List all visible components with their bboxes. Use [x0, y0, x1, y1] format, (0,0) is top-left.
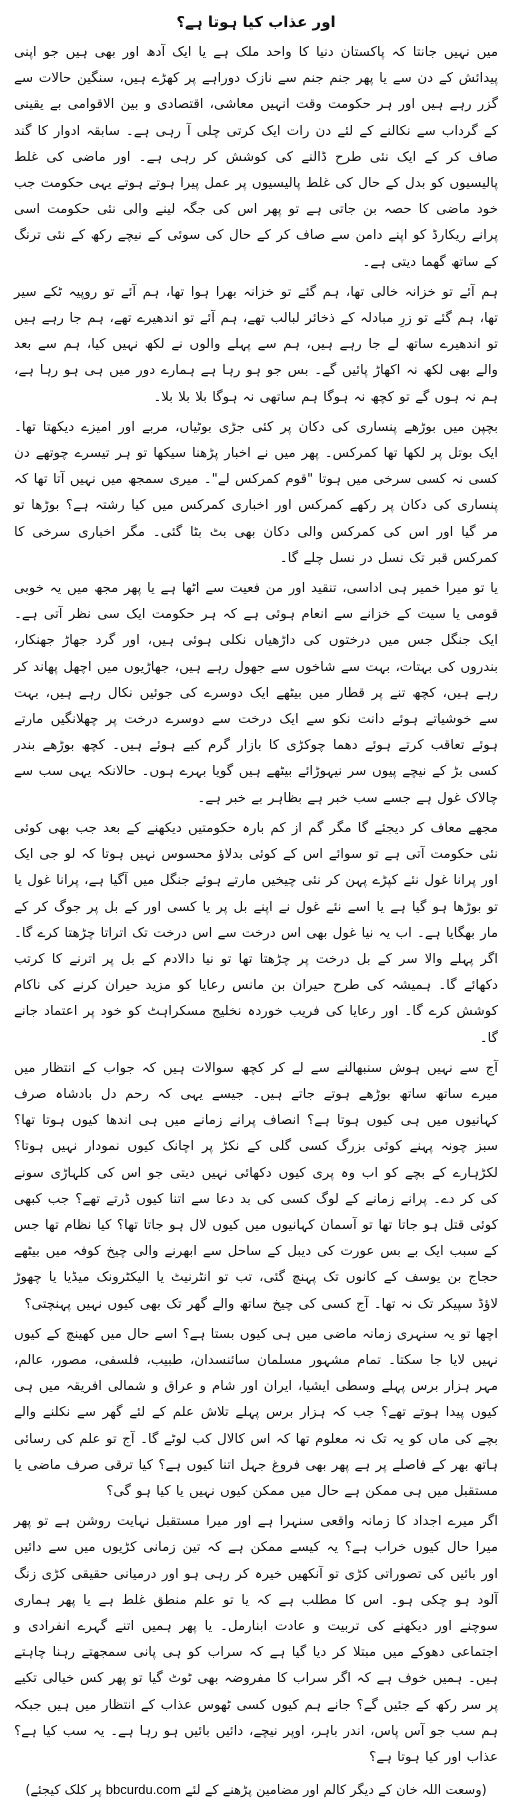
footer-prefix: (وسعت اللہ خان کے دیگر کالم اور مضامین پڑھنے کے لئے [185, 1783, 487, 1799]
article-footer [14, 1779, 498, 1802]
article-title: اور عذاب کیا ہوتا ہے؟ [176, 13, 336, 31]
article-paragraph-2: ہم آئے تو خزانہ خالی تھا، ہم گئے تو خزانہ بھرا ہوا تھا، ہم آئے تو روپیہ ٹکے سیر تھا، ہم گئے تو زرِ مبادلہ کے ذخائر لبالب تھے، ہم آئے تو اندھیرے تھے، ہم جا رہے ہیں تو اندھیرے ساتھ لے جا رہے ہیں، ہم سے پہلے والوں نے لکھ نہیں کیا، ہم سے بعد والے بھی لکھ نہ اکھاڑ پائیں گے۔ بس جو ہو رہا ہے ہمارے دور میں ہی ہو رہا ہے، ہم نہ ہوں گے تو کچھ نہ ہوگا ہم ساتھی نہ ہوگا بلا بلا بلا۔ [14, 284, 498, 405]
article-paragraph-3: بچپن میں بوڑھے پنساری کی دکان پر کئی جڑی بوٹیاں، مربے اور امیزے دیکھتا تھا۔ ایک بوتل پر لکھا تھا کمرکس۔ پھر میں نے اخبار پڑھنا سیکھا تو ہر تیسرے چوتھے دن کسی نہ کسی سرخی میں ہوتا "قوم کمرکس لے"۔ میری سمجھ میں نہیں آتا تھا کہ پنساری کی دکان پر رکھے کمرکس اور اخباری کمرکس میں کیا رشتہ ہے؟ بوڑھا تو مر گیا اور اس کی کمرکس والی دکان بھی بٹ بٹا گئی۔ مگر اخباری سرخی کا کمرکس قبر تک نسل در نسل چلے گا۔ [14, 419, 498, 566]
footer-suffix: پر کلک کیجئے) [25, 1783, 102, 1799]
article-paragraph-4: یا تو میرا خمیر ہی اداسی، تنقید اور من فعیت سے اٹھا ہے یا پھر مجھ میں یہ خوبی قومی یا سیت کے خزانے سے انعام ہوئی ہے کہ ہر حکومت ایک سی نظر آتی ہے۔ ایک جنگل جس میں درختوں کی داڑھیاں نکلی ہوئی ہیں، اور گرد جھاڑ جھنکار، بندروں کی بہتات، بہت سے شاخوں سے جھول رہے ہیں، جھاڑیوں میں اچھل پھاند کر رہے ہیں، کچھ تنے پر قطار میں بیٹھے ایک دوسرے کی جوئیں نکال رہے ہیں، بہت سے خوشیاتے ہوئے دانت نکو سے ایک درخت سے دوسرے درخت پر چھلانگیں مارتے ہوئے تعاقب کرتے ہوئے دھما چوکڑی کا بازار گرم کیے ہوئے ہیں۔ کچھ بوڑھے بندر کسی بڑ کے نیچے پیوں سر نیہوڑائے بیٹھے ہیں گویا بہرے ہوں۔ حالانکہ یہی سب سے چالاک غول ہے جسے سب خبر ہے بظاہر بے خبر ہے۔ [14, 581, 498, 806]
article-paragraph-7: اچھا تو یہ سنہری زمانہ ماضی میں ہی کیوں بستا ہے؟ اسے حال میں کھینچ کے کیوں نہیں لایا جا سکتا۔ تمام مشہور مسلمان سائنسدان، طبیب، فلسفی، مصور، عالم، مہر ہزار برس پہلے وسطی ایشیا، ایران اور شام و عراق و شمالی افریقہ میں ہی کیوں پیدا ہوتے تھے؟ جب کہ ہزار برس پہلے تلاش علم کے لئے گھر سے نکلنے والے بچے کی ماں کو یہ تک نہ معلوم تھا کہ اس کالال کب لوٹے گا۔ آج تو علم کی رسائی ہاتھ بھر کے فاصلے پر ہے پھر بھی فروغ جہل اتنا کیوں ہے؟ کیا ترقی صرف ماضی یا مستقبل میں ہی ممکن ہے حال میں ممکن کیوں نہیں یا کیا ہو گی؟ [14, 1326, 498, 1499]
article-paragraph-6: آج سے نہیں ہوش سنبھالنے سے لے کر کچھ سوالات ہیں کہ جواب کے انتظار میں میرے ساتھ ساتھ بوڑھے ہوتے جاتے ہیں۔ جیسے یہی کہ رحم دل بادشاہ صرف کہانیوں میں ہی کیوں ہوتا ہے؟ انصاف پرانے زمانے میں ہی اندھا کیوں ہوتا تھا؟ سبز چونہ پہنے کوئی بزرگ کسی گلی کے نکڑ پر اچانک کیوں نمودار نہیں ہوتا؟ لکڑہارے کے بچے کو اب وہ پری کیوں دکھائی نہیں دیتی جو اس کی کلہاڑی سونے کی کر دے۔ پرانے زمانے کے لوگ کسی کی بد دعا سے اتنا کیوں ڈرتے تھے؟ جب کبھی کوئی قتل ہو جاتا تھا تو آسمان کہانیوں میں کیوں لال ہو جاتا تھا؟ کیا نظام تھا جس کے سبب ایک بے بس عورت کی دیبل کے ساحل سے ابھرنے والی چیخ کوفہ میں بیٹھے حجاج بن یوسف کے کانوں تک پہنچ گئی، تب تو انٹرنیٹ یا الیکٹرونک میڈیا یا چھوڑ لاؤڈ سپیکر تک نہ تھا۔ آج کسی کی چیخ ساتھ والے گھر تک بھی کیوں نہیں پہنچتی؟ [14, 1060, 498, 1312]
article-paragraph-5: مجھے معاف کر دیجئے گا مگر گم از کم بارہ حکومتیں دیکھنے کے بعد جب بھی کوئی نئی حکومت آتی ہے تو سوائے اس کے کوئی بدلاؤ محسوس نہیں ہوتا کہ لو جی ایک اور پرانا غول نئے کپڑے پہن کر نئی چیخیں مارتے ہوئے جنگل میں آگیا ہے، پرانا غول یا تو بوڑھا ہو گیا ہے یا اسے نئے غول نے اپنے بل پر یا کسی اور کے بل پر جوگ کر کے مار بھگایا ہے۔ اب یہ نیا غول بھی اس درخت سے اس درخت تک اتراتا چڑھتا کرے گا۔ اگر پہلے والا سر کے بل درخت پر چڑھتا تھا تو نیا دالادم کے بل پر اترنے کا کرتب دکھائے گا۔ ہمیشہ کی طرح حیران بن مانس رعایا کو مزید حیران کرنے کی ناکام کوشش کرے گا۔ اور رعایا کی فریب خوردہ نخلیج مسکراہٹ کو خود پر اعتماد جانے گا۔ [14, 820, 498, 1046]
article-paragraph-1: میں نہیں جانتا کہ پاکستان دنیا کا واحد ملک ہے یا ایک آدھ اور بھی ہیں جو اپنی پیدائش کے دن سے یا پھر جنم جنم سے نازک دوراہے پر کھڑے ہیں، سنگین حالات سے گزر رہے ہیں اور ہر حکومت وقت انہیں معاشی، اقتصادی و بین الاقوامی بے یقینی کے گرداب سے نکالنے کے لئے دن رات ایک کرتی چلی آ رہی ہے۔ سابقہ ادوار کا گند صاف کر کے ایک نئی طرح ڈالنے کی کوشش کر رہی ہے۔ اور ماضی کی غلط پالیسیوں کو بدل کے حال کی غلط پالیسیوں پر عمل پیرا ہوتے ہوتے یہی حکومت جب خود ماضی کا حصہ بن جاتی ہے تو پھر اس کی جگہ لینے والی نئی حکومت اسی پرانے ریکارڈ کو اپنے دامن سے صاف کر کے حال کی سوئی کے نیچے رکھ کے نئی ترنگ کے ساتھ گھما دیتی ہے۔ [14, 45, 498, 270]
bbcurdu-link[interactable]: bbcurdu.com [105, 1782, 181, 1798]
article-paragraph-8: اگر میرے اجداد کا زمانہ واقعی سنہرا ہے اور میرا مستقبل نہایت روشن ہے تو پھر میرا حال کیوں خراب ہے؟ یہ کیسے ممکن ہے کہ تین زمانی کڑیوں میں سے دائیں اور بائیں کی تصوراتی کڑی تو آنکھیں خیرہ کر رہی ہو اور درمیانی حقیقی کڑی زنگ آلود ہو چکی ہو۔ اس کا مطلب ہے کہ یا تو علم منطق غلط ہے یا پھر ہماری سوچنے اور دیکھنے کی تربیت و عادت ابنارمل۔ یا پھر ہمیں اتنے گہرے انفرادی و اجتماعی دھوکے میں مبتلا کر دیا گیا ہے کہ سراب کو ہی پانی سمجھتے رہنا چاہتے ہیں۔ ہمیں خوف ہے کہ اگر سراب کا مفروضہ بھی ٹوٹ گیا تو پھر کس خیالی تکیے پر سر رکھ کے جئیں گے؟ جانے ہم کیوں کسی ٹھوس عذاب کے انتظار میں ہیں جبکہ ہم سب جو آس پاس، اندر باہر، اوپر نیچے، دائیں بائیں ہو رہا ہے۔ یہ سب کیا ہے؟ عذاب اور کیا ہوتا ہے؟ [14, 1514, 498, 1765]
